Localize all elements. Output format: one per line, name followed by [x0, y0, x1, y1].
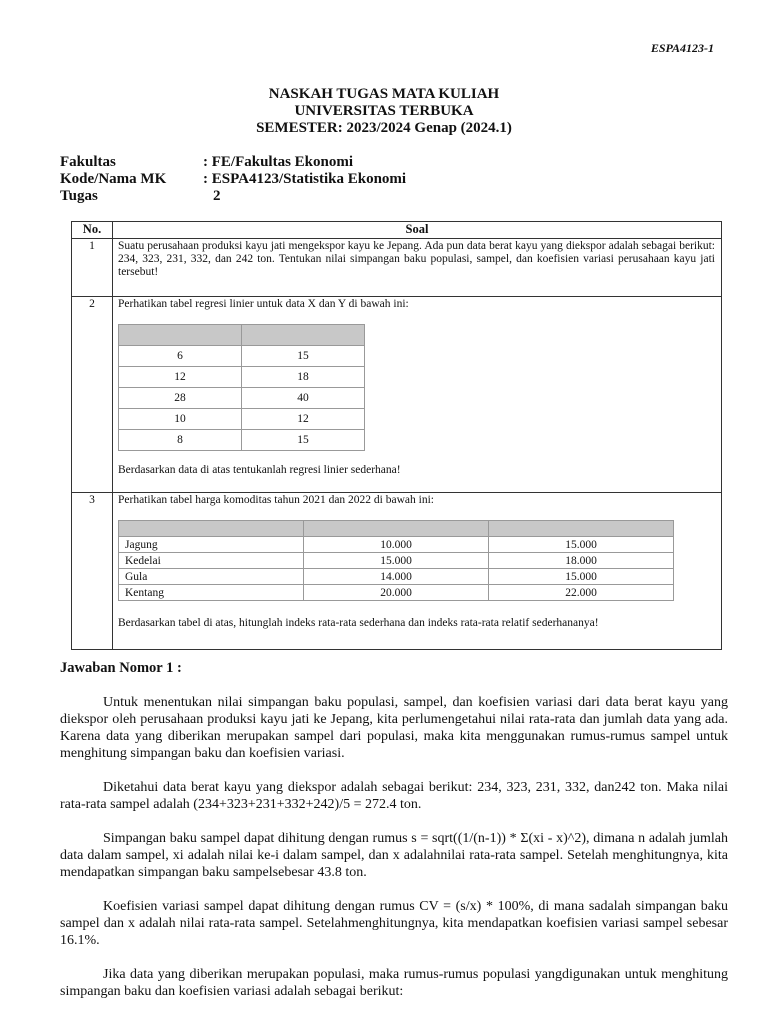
info-row-tugas	[60, 188, 406, 205]
question-intro: Perhatikan tabel harga komoditas tahun 2021 dan 2022 di bawah ini:	[118, 494, 434, 506]
table-row	[119, 585, 674, 601]
header-title: NASKAH TUGAS MATA KULIAH	[268, 86, 500, 102]
question-number: 1	[72, 239, 113, 297]
header-cell	[489, 521, 674, 537]
x-value: 6	[119, 346, 242, 367]
commodity-name: Jagung	[119, 537, 304, 553]
commodity-name: Kentang	[119, 585, 304, 601]
price-2021: 15.000	[304, 553, 489, 569]
answer-section	[60, 660, 728, 1017]
price-table	[118, 520, 674, 601]
question-row-1	[72, 239, 722, 297]
y-value: 15	[242, 346, 365, 367]
answer-title: Jawaban Nomor 1 :	[60, 660, 182, 676]
col-header-no: No.	[72, 222, 113, 239]
table-row	[119, 346, 365, 367]
table-row	[119, 553, 674, 569]
header-cell	[119, 521, 304, 537]
question-closing: Berdasarkan tabel di atas, hitunglah indeks rata-rata sederhana dan indeks rata-rata relatif sederhananya!	[118, 617, 599, 629]
answer-paragraph: Untuk menentukan nilai simpangan baku populasi, sampel, dan koefisien variasi dari data berat kayu yang diekspor oleh perusahaan produksi kayu jati ke Jepang, kita perlumengetahui nilai rata-rata dan jumlah data yang ada. Karena data yang diberikan merupakan sampel dari populasi, maka kita menggunakan rumus-rumus sampel untuk menghitung simpangan baku dan koefisien variasi.	[60, 695, 728, 761]
header-semester: SEMESTER: 2023/2024 Genap (2024.1)	[256, 120, 512, 136]
answer-paragraph: Jika data yang diberikan merupakan populasi, maka rumus-rumus populasi yangdigunakan untuk menghitung simpangan baku dan koefisien variasi adalah sebagai berikut:	[60, 967, 728, 999]
questions-header-row	[72, 222, 722, 239]
table-row	[119, 367, 365, 388]
x-value: 10	[119, 409, 242, 430]
question-closing: Berdasarkan data di atas tentukanlah regresi linier sederhana!	[118, 464, 401, 476]
course-info	[60, 154, 406, 205]
price-2021: 10.000	[304, 537, 489, 553]
commodity-name: Kedelai	[119, 553, 304, 569]
answer-paragraph: Diketahui data berat kayu yang diekspor adalah sebagai berikut: 234, 323, 231, 332, dan242 ton. Maka nilai rata-rata sampel adalah (234+323+231+332+242)/5 = 272.4 ton.	[60, 780, 728, 812]
price-2022: 15.000	[489, 537, 674, 553]
x-value: 28	[119, 388, 242, 409]
table-row	[119, 537, 674, 553]
x-value: 12	[119, 367, 242, 388]
question-number: 2	[72, 297, 113, 493]
header-cell	[242, 325, 365, 346]
header-university: UNIVERSITAS TERBUKA	[294, 103, 474, 119]
price-2022: 18.000	[489, 553, 674, 569]
info-row-kode	[60, 171, 406, 188]
question-text: Suatu perusahaan produksi kayu jati mengekspor kayu ke Jepang. Ada pun data berat kayu yang diekspor adalah sebagai berikut: 234, 323, 231, 332, dan 242 ton. Tentukan nilai simpangan baku populasi, sampel, dan koefisien variasi perusahaan kayu jati tersebut!	[113, 239, 722, 297]
info-row-fakultas	[60, 154, 406, 171]
answer-paragraph: Simpangan baku sampel dapat dihitung dengan rumus s = sqrt((1/(n-1)) * Σ(xi - x)^2), dimana n adalah jumlah data dalam sampel, xi adalah nilai ke-i dalam sampel, dan x adalahnilai rata-rata sampel. Setelah menghitungnya, kita mendapatkan simpangan baku sampelsebesar 43.8 ton.	[60, 831, 728, 880]
question-number: 3	[72, 493, 113, 650]
y-value: 15	[242, 430, 365, 451]
price-header-row	[119, 521, 674, 537]
fakultas-label: Fakultas	[60, 154, 116, 170]
table-row	[119, 569, 674, 585]
price-2021: 20.000	[304, 585, 489, 601]
regression-header-row	[119, 325, 365, 346]
y-value: 12	[242, 409, 365, 430]
header-cell	[304, 521, 489, 537]
price-2022: 22.000	[489, 585, 674, 601]
y-value: 40	[242, 388, 365, 409]
x-value: 8	[119, 430, 242, 451]
document-code: ESPA4123-1	[650, 41, 714, 55]
commodity-name: Gula	[119, 569, 304, 585]
table-row	[119, 388, 365, 409]
question-body	[113, 297, 722, 493]
table-row	[119, 430, 365, 451]
kode-label: Kode/Nama MK	[60, 171, 167, 187]
y-value: 18	[242, 367, 365, 388]
answer-paragraph: Koefisien variasi sampel dapat dihitung dengan rumus CV = (s/x) * 100%, di mana sadalah simpangan baku sampel dan x adalah nilai rata-rata sampel. Setelahmenghitungnya, kita mendapatkan koefisien variasi sampel sebesar 16.1%.	[60, 899, 728, 948]
fakultas-value: : FE/Fakultas Ekonomi	[203, 154, 354, 170]
kode-value: : ESPA4123/Statistika Ekonomi	[203, 171, 407, 187]
question-row-2	[72, 297, 722, 493]
tugas-label: Tugas	[60, 188, 98, 204]
question-intro: Perhatikan tabel regresi linier untuk data X dan Y di bawah ini:	[118, 298, 409, 310]
header-cell	[119, 325, 242, 346]
regression-table	[118, 324, 365, 451]
questions-table	[71, 221, 722, 650]
col-header-soal: Soal	[113, 222, 722, 239]
price-2022: 15.000	[489, 569, 674, 585]
document-header	[0, 86, 768, 137]
price-2021: 14.000	[304, 569, 489, 585]
question-body	[113, 493, 722, 650]
question-row-3	[72, 493, 722, 650]
table-row	[119, 409, 365, 430]
tugas-value: 2	[213, 188, 221, 204]
